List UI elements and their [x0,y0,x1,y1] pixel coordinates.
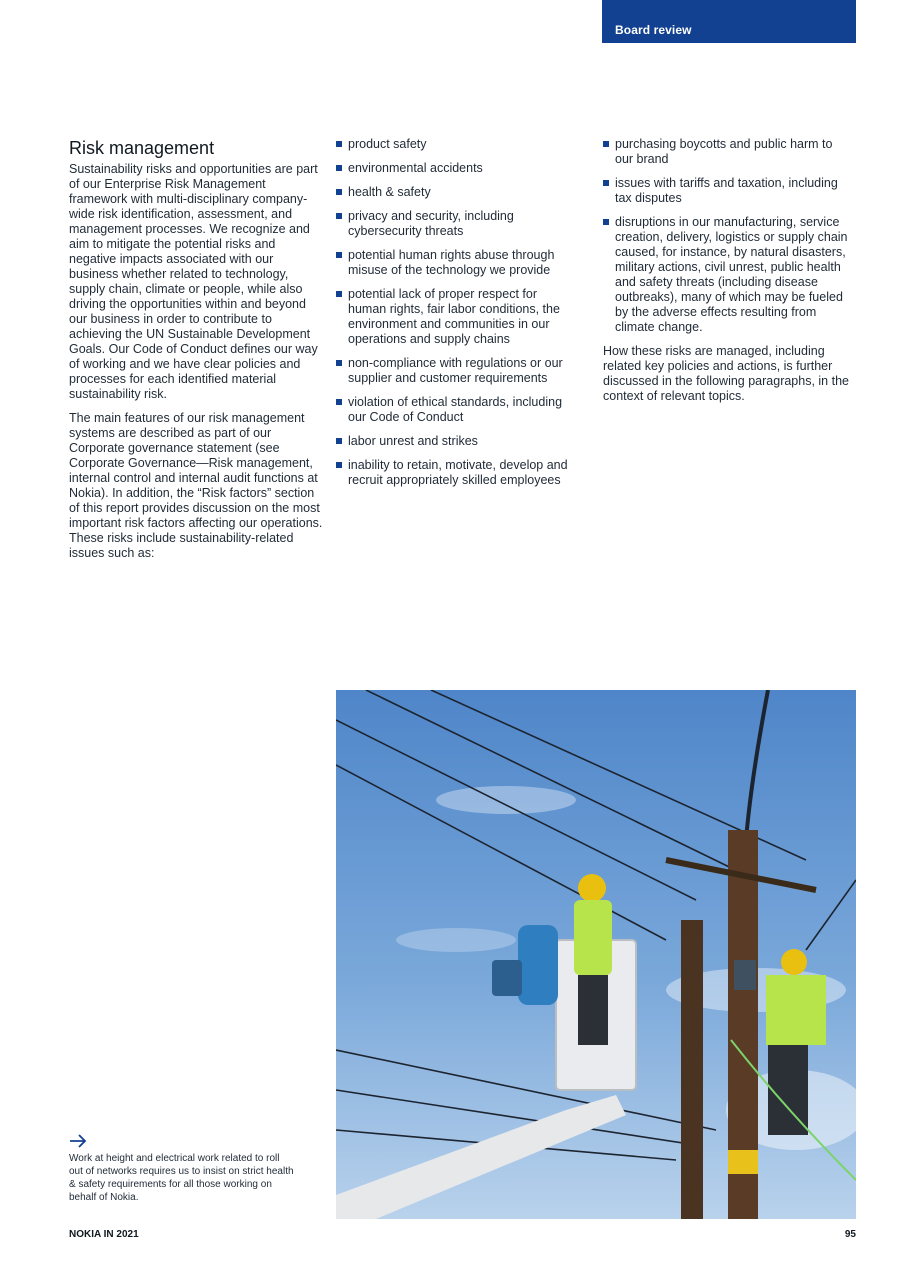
column-1 [69,137,325,570]
worker-1 [574,900,612,975]
column-3 [603,137,853,413]
section-tab: Board review [602,0,856,43]
column-2 [336,137,576,497]
list-item: violation of ethical standards, including our Code of Conduct [336,395,576,425]
utility-pole-2 [681,920,703,1219]
workers-on-utility-pole-photo [336,690,856,1219]
risk-list-2 [603,137,853,335]
list-item: privacy and security, including cybersecurity threats [336,209,576,239]
list-item: product safety [336,137,576,152]
risk-list-1 [336,137,576,488]
list-item: environmental accidents [336,161,576,176]
list-item: non-compliance with regulations or our supplier and customer requirements [336,356,576,386]
list-item: potential human rights abuse through misuse of the technology we provide [336,248,576,278]
bullet-square-icon [603,180,609,186]
intro-paragraph: Sustainability risks and opportunities are part of our Enterprise Risk Management framework with multi-disciplinary company-wide risk identification, assessment, and management processes. We recognize and aim to mitigate the potential risks and negative impacts associated with our business whether related to technology, supply chain, climate or people, while also driving the opportunities within and beyond our business in order to contribute to achieving the UN Sustainable Development Goals. Our Code of Conduct defines our way of working and we have clear policies and processes for each identified material sustainability risk. [69,162,318,401]
page-number: 95 [844,1229,856,1240]
risk-features-paragraph: The main features of our risk management systems are described as part of our Corporate governance statement (see Corporate Governance—Risk management, internal control and internal audit functions at Nokia). In addition, the “Risk factors” section of this report provides discussion on the most important risk factors affecting our operations. These risks include sustainability-related issues such as: [69,411,323,560]
bullet-square-icon [336,360,342,366]
list-item: labor unrest and strikes [336,434,576,449]
bullet-square-icon [336,291,342,297]
bullet-square-icon [336,399,342,405]
bullet-square-icon [336,438,342,444]
bullet-square-icon [336,189,342,195]
bullet-square-icon [336,252,342,258]
bullet-square-icon [336,213,342,219]
bullet-square-icon [603,141,609,147]
bullet-square-icon [336,141,342,147]
list-item: potential lack of proper respect for human rights, fair labor conditions, the environment and communities in our operations and supply chains [336,287,576,347]
list-item: health & safety [336,185,576,200]
bullet-square-icon [603,219,609,225]
photo-caption: Work at height and electrical work related to roll out of networks requires us to insist on strict health & safety requirements for all those working on behalf of Nokia. [69,1153,294,1203]
list-item: inability to retain, motivate, develop and recruit appropriately skilled employees [336,458,576,488]
list-item: disruptions in our manufacturing, service creation, delivery, logistics or supply chain caused, for instance, by natural disasters, military actions, civil unrest, public health and safety threats (including disease outbreaks), many of which may be fueled by the adverse effects resulting from climate change. [603,215,853,335]
list-item: purchasing boycotts and public harm to our brand [603,137,853,167]
bullet-square-icon [336,462,342,468]
section-heading: Risk management [69,138,215,158]
list-item: issues with tariffs and taxation, including tax disputes [603,176,853,206]
bullet-square-icon [336,165,342,171]
arrow-right-icon [69,1134,87,1148]
closing-paragraph: How these risks are managed, including related key policies and actions, is further discussed in the following paragraphs, in the context of relevant topics. [603,344,849,403]
publication-title: NOKIA IN 2021 [69,1229,139,1240]
